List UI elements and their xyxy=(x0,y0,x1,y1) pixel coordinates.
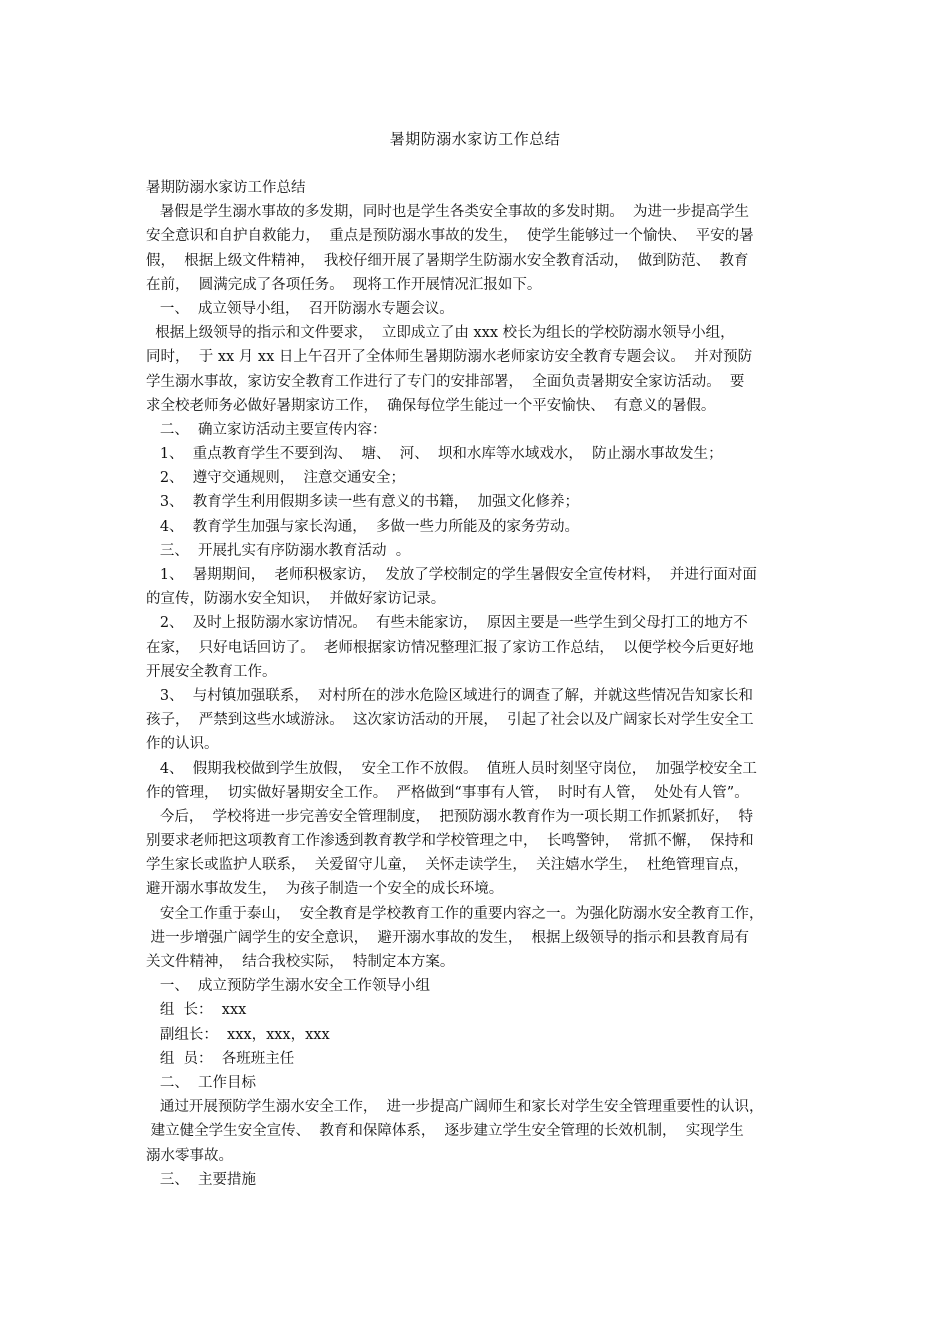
text-line: 孩子， 严禁到这些水域游泳。 这次家访活动的开展， 引起了社会以及广阔家长对学生安全工 xyxy=(146,712,754,729)
text-line: 组 长： xxx xyxy=(146,1002,247,1019)
document-title: 暑期防溺水家访工作总结 xyxy=(389,130,561,148)
text-line: 2、 及时上报防溺水家访情况。 有些未能家访， 原因主要是一些学生到父母打工的地方不 xyxy=(146,615,748,632)
text-line: 1、 重点教育学生不要到沟、 塘、 河、 坝和水库等水域戏水， 防止溺水事故发生； xyxy=(146,446,723,463)
text-line: 关文件精神， 结合我校实际， 特制定本方案。 xyxy=(146,954,455,970)
text-line: 一、 成立预防学生溺水安全工作领导小组 xyxy=(146,978,431,995)
text-line: 三、 主要措施 xyxy=(146,1171,257,1188)
text-line: 一、 成立领导小组， 召开防溺水专题会议。 xyxy=(146,300,454,317)
text-line: 在家， 只好电话回访了。 老师根据家访情况整理汇报了家访工作总结， 以便学校今后更好地 xyxy=(146,639,754,656)
text-line: 求全校老师务必做好暑期家访工作， 确保每位学生能过一个平安愉快、 有意义的暑假。 xyxy=(146,397,716,414)
text-line: 4、 教育学生加强与家长沟通， 多做一些力所能及的家务劳动。 xyxy=(146,518,579,535)
text-line: 通过开展预防学生溺水安全工作， 进一步提高广阔师生和家长对学生安全管理重要性的认识， xyxy=(146,1099,764,1116)
text-line: 作的认识。 xyxy=(146,736,219,753)
text-line: 同时， 于 xx 月 xx 日上午召开了全体师生暑期防溺水老师家访安全教育专题会议。 并对预防 xyxy=(146,349,753,366)
text-line: 3、 与村镇加强联系， 对村所在的涉水危险区域进行的调查了解，并就这些情况告知家长和 xyxy=(146,687,753,704)
document-body xyxy=(146,176,816,1192)
text-line: 三、 开展扎实有序防溺水教育活动 。 xyxy=(146,542,411,559)
text-line: 学生溺水事故，家访安全教育工作进行了专门的安排部署， 全面负责暑期安全家访活动。 要 xyxy=(146,373,745,390)
text-line: 安全意识和自护自救能力， 重点是预防溺水事故的发生， 使学生能够过一个愉快、 平安的暑 xyxy=(146,228,754,245)
text-line: 今后， 学校将进一步完善安全管理制度， 把预防溺水教育作为一项长期工作抓紧抓好， 特 xyxy=(146,808,753,825)
text-line: 2、 遵守交通规则， 注意交通安全； xyxy=(146,470,405,487)
text-line: 1、 暑期期间， 老师积极家访， 发放了学校制定的学生暑假安全宣传材料， 并进行面对面 xyxy=(146,567,757,583)
text-line: 3、 教育学生利用假期多读一些有意义的书籍， 加强文化修养； xyxy=(146,494,579,511)
text-line: 二、 确立家访活动主要宣传内容： xyxy=(146,421,387,438)
text-line: 避开溺水事故发生， 为孩子制造一个安全的成长环境。 xyxy=(146,881,504,898)
text-line: 副组长： xxx，xxx，xxx xyxy=(146,1026,330,1043)
text-line: 暑假是学生溺水事故的多发期，同时也是学生各类安全事故的多发时期。 为进一步提高学生 xyxy=(146,204,750,221)
text-line: 作的管理， 切实做好暑期安全工作。 严格做到“事事有人管， 时时有人管， 处处有人管”。 xyxy=(146,784,749,801)
text-line: 建立健全学生安全宣传、 教育和保障体系， 逐步建立学生安全管理的长效机制， 实现学生 xyxy=(146,1123,744,1140)
text-line: 溺水零事故。 xyxy=(146,1147,233,1164)
text-line: 组 员： 各班班主任 xyxy=(146,1050,295,1067)
text-line: 4、 假期我校做到学生放假， 安全工作不放假。 值班人员时刻坚守岗位， 加强学校安全工 xyxy=(146,760,757,777)
text-line: 二、 工作目标 xyxy=(146,1074,257,1091)
text-line: 学生家长或监护人联系， 关爱留守儿童， 关怀走读学生， 关注嬉水学生， 杜绝管理盲点， xyxy=(146,857,749,874)
text-line: 假， 根据上级文件精神， 我校仔细开展了暑期学生防溺水安全教育活动， 做到防范、 教育 xyxy=(146,252,749,269)
text-line: 别要求老师把这项教育工作渗透到教育教学和学校管理之中， 长鸣警钟， 常抓不懈， 保持和 xyxy=(146,833,754,850)
text-line: 安全工作重于泰山， 安全教育是学校教育工作的重要内容之一。为强化防溺水安全教育工作， xyxy=(146,905,764,922)
text-line: 在前， 圆满完成了各项任务。 现将工作开展情况汇报如下。 xyxy=(146,276,542,293)
text-line: 暑期防溺水家访工作总结 xyxy=(146,180,306,196)
text-line: 根据上级领导的指示和文件要求， 立即成立了由 xxx 校长为组长的学校防溺水领导小组， xyxy=(146,325,735,342)
text-line: 进一步增强广阔学生的安全意识， 避开溺水事故的发生， 根据上级领导的指示和县教育局有 xyxy=(146,929,750,946)
text-line: 的宣传，防溺水安全知识， 并做好家访记录。 xyxy=(146,591,446,608)
text-line: 开展安全教育工作。 xyxy=(146,663,277,680)
